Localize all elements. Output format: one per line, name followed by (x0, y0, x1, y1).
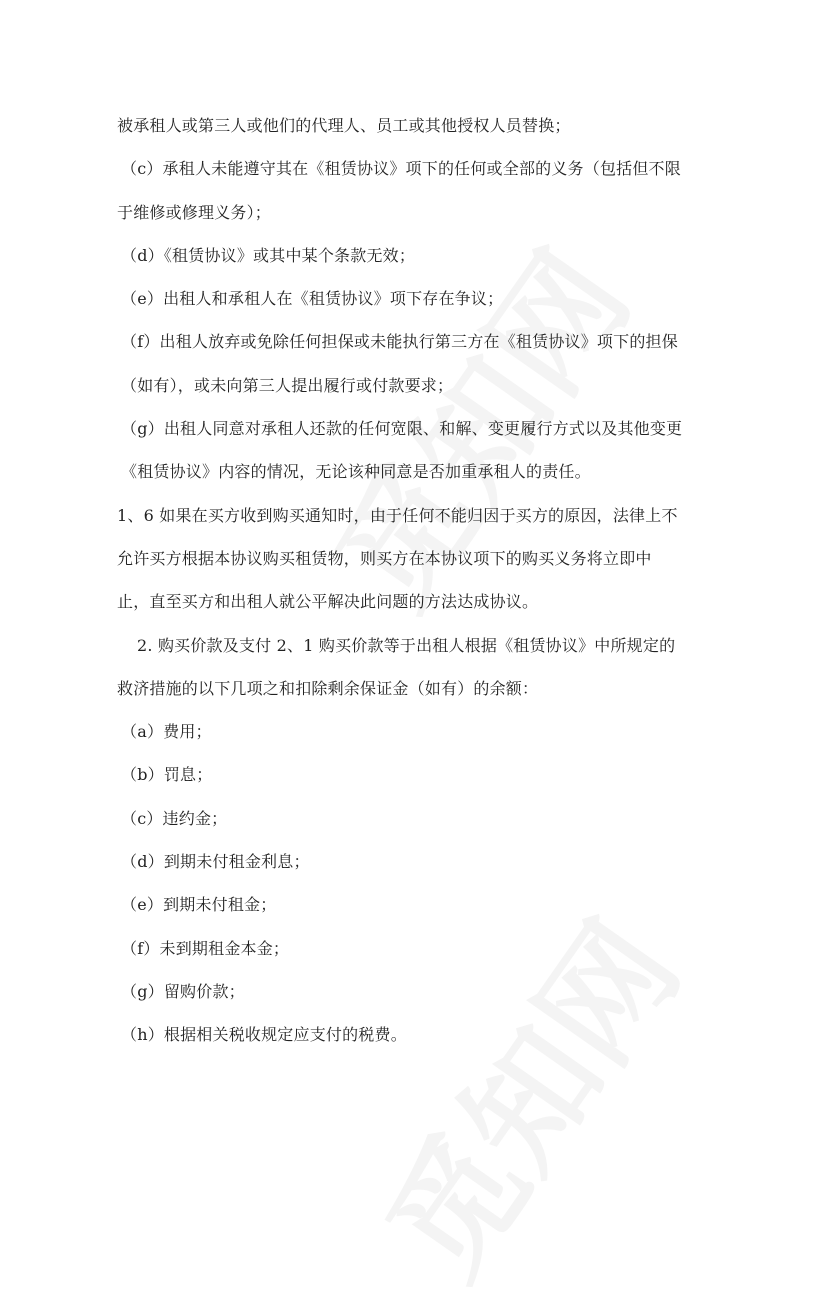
paragraph-line: （如有），或未向第三人提出履行或付款要求； (121, 375, 454, 395)
document-body (117, 104, 717, 1057)
list-item-f: （f）未到期租金本金； (121, 938, 290, 958)
list-item-g: （g）留购价款； (121, 981, 245, 1001)
list-item-b: （b）罚息； (121, 765, 213, 785)
list-item-c: （c）违约金； (121, 808, 228, 828)
list-item-e: （e）出租人和承租人在《租赁协议》项下存在争议； (121, 289, 504, 309)
paragraph-line: 救济措施的以下几项之和扣除剩余保证金（如有）的余额： (117, 678, 539, 698)
paragraph-line: 于维修或修理义务）； (117, 202, 272, 222)
list-item-d: （d）到期未付租金利息； (121, 852, 310, 872)
list-item-d: （d）《租赁协议》或其中某个条款无效； (121, 245, 416, 265)
clause-1-6: 1、6 如果在买方收到购买通知时，由于任何不能归因于买方的原因，法律上不 (117, 505, 678, 525)
paragraph-line: 止，直至买方和出租人就公平解决此问题的方法达成协议。 (117, 592, 539, 612)
list-item-g: （g）出租人同意对承租人还款的任何宽限、和解、变更履行方式以及其他变更 (121, 419, 683, 439)
clause-2-heading: 2. 购买价款及支付 2、1 购买价款等于出租人根据《租赁协议》中所规定的 (137, 635, 676, 655)
list-item-e: （e）到期未付租金； (121, 895, 277, 915)
list-item-f: （f）出租人放弃或免除任何担保或未能执行第三方在《租赁协议》项下的担保 (121, 332, 678, 352)
list-item-a: （a）费用； (121, 722, 212, 742)
paragraph-line: 《租赁协议》内容的情况，无论该种同意是否加重承租人的责任。 (121, 462, 591, 482)
list-item-h: （h）根据相关税收规定应支付的税费。 (121, 1025, 407, 1045)
paragraph-line: 允许买方根据本协议购买租赁物，则买方在本协议项下的购买义务将立即中 (117, 548, 652, 568)
list-item-c: （c）承租人未能遵守其在《租赁协议》项下的任何或全部的义务（包括但不限 (121, 159, 681, 179)
paragraph-line: 被承租人或第三人或他们的代理人、员工或其他授权人员替换； (117, 116, 571, 135)
